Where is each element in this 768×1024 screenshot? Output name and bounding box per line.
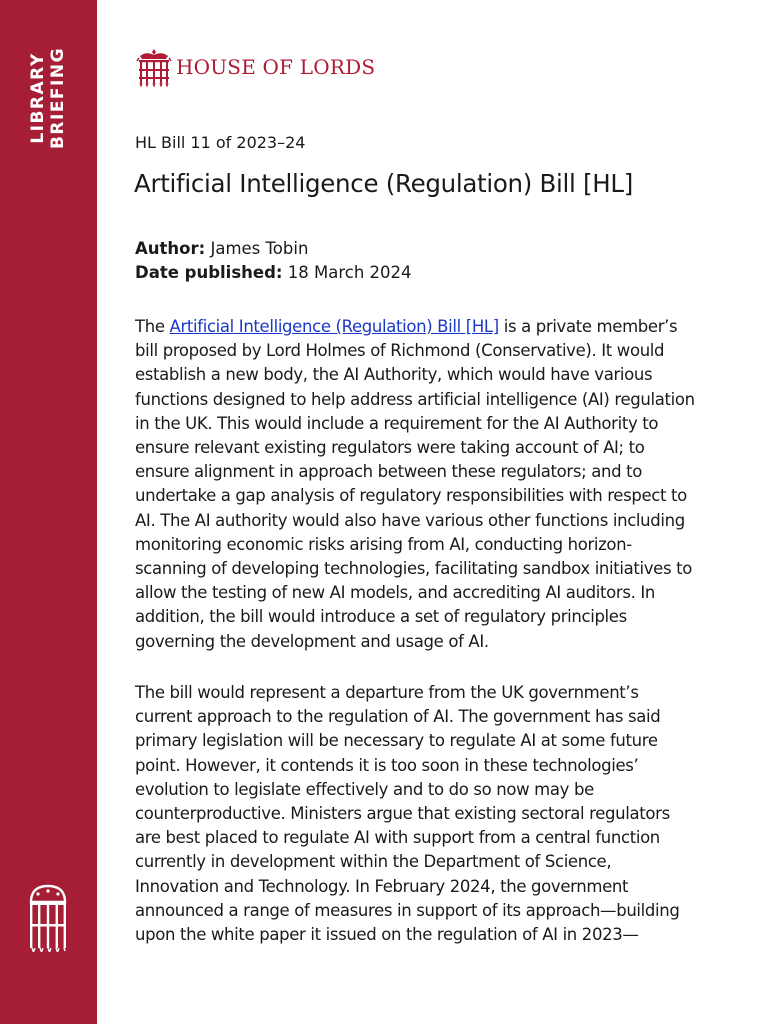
- library-briefing-label: [28, 47, 68, 149]
- paragraph-line: governing the development and usage of AI.: [135, 631, 489, 651]
- paragraph-line: are best placed to regulate AI with support from a central function: [135, 828, 660, 848]
- sidebar-label-line2: BRIEFING: [48, 46, 68, 150]
- author-label: Author:: [135, 239, 206, 258]
- sidebar: [0, 0, 97, 1024]
- paragraph-line: establish a new body, the AI Authority, which would have various: [135, 365, 653, 385]
- author-row: [135, 237, 412, 261]
- paragraph-line: current approach to the regulation of AI. The government has said: [135, 707, 661, 727]
- paragraph-line: primary legislation will be necessary to regulate AI at some future: [135, 731, 658, 751]
- paragraph-line: addition, the bill would introduce a set of regulatory principles: [135, 607, 627, 627]
- page-title: Artificial Intelligence (Regulation) Bill [HL]: [134, 169, 634, 198]
- date-label: Date published:: [135, 263, 283, 282]
- paragraph-line: currently in development within the Department of Science,: [135, 852, 612, 872]
- portcullis-icon: [136, 47, 172, 87]
- paragraph-line: AI. The AI authority would also have various other functions including: [135, 510, 685, 530]
- paragraph-line: scanning of developing technologies, facilitating sandbox initiatives to: [135, 559, 692, 579]
- paragraph-line: monitoring economic risks arising from AI, conducting horizon-: [135, 534, 632, 554]
- bill-number: HL Bill 11 of 2023–24: [135, 133, 306, 152]
- house-of-lords-logo: [136, 47, 375, 87]
- paragraph-line: [135, 315, 735, 339]
- paragraph-line: ensure relevant existing regulators were taking account of AI; to: [135, 438, 645, 458]
- paragraph-line: evolution to legislate effectively and to do so now may be: [135, 779, 594, 799]
- paragraph-1: [135, 315, 735, 654]
- paragraph-line: functions designed to help address artificial intelligence (AI) regulation: [135, 389, 695, 409]
- publication-meta: [135, 237, 412, 285]
- paragraph-line: in the UK. This would include a requirement for the AI Authority to: [135, 413, 659, 433]
- paragraph-text: is a private member’s: [503, 317, 678, 336]
- author-name: James Tobin: [210, 239, 309, 258]
- portcullis-icon: [27, 880, 69, 952]
- paragraph-line: Innovation and Technology. In February 2024, the government: [135, 876, 629, 896]
- paragraph-lead: The: [135, 317, 165, 336]
- paragraph-line: The bill would represent a departure from the UK government’s: [135, 683, 639, 702]
- date-row: [135, 261, 412, 285]
- paragraph-line: allow the testing of new AI models, and accrediting AI auditors. In: [135, 583, 655, 603]
- paragraph-line: upon the white paper it issued on the regulation of AI in 2023—: [135, 925, 639, 945]
- paragraph-line: undertake a gap analysis of regulatory responsibilities with respect to: [135, 486, 687, 506]
- logo-text: HOUSE OF LORDS: [176, 55, 376, 79]
- paragraph-line: counterproductive. Ministers argue that existing sectoral regulators: [135, 804, 670, 824]
- paragraph-line: bill proposed by Lord Holmes of Richmond (Conservative). It would: [135, 341, 665, 361]
- bill-link[interactable]: Artificial Intelligence (Regulation) Bill [HL]: [169, 317, 499, 336]
- date-published: 18 March 2024: [287, 263, 412, 282]
- paragraph-line: announced a range of measures in support of its approach—building: [135, 900, 680, 920]
- paragraph-2: [135, 681, 735, 947]
- sidebar-label-line1: LIBRARY: [28, 52, 48, 144]
- paragraph-line: ensure alignment in approach between these regulators; and to: [135, 462, 642, 482]
- paragraph-line: point. However, it contends it is too soon in these technologies’: [135, 755, 639, 775]
